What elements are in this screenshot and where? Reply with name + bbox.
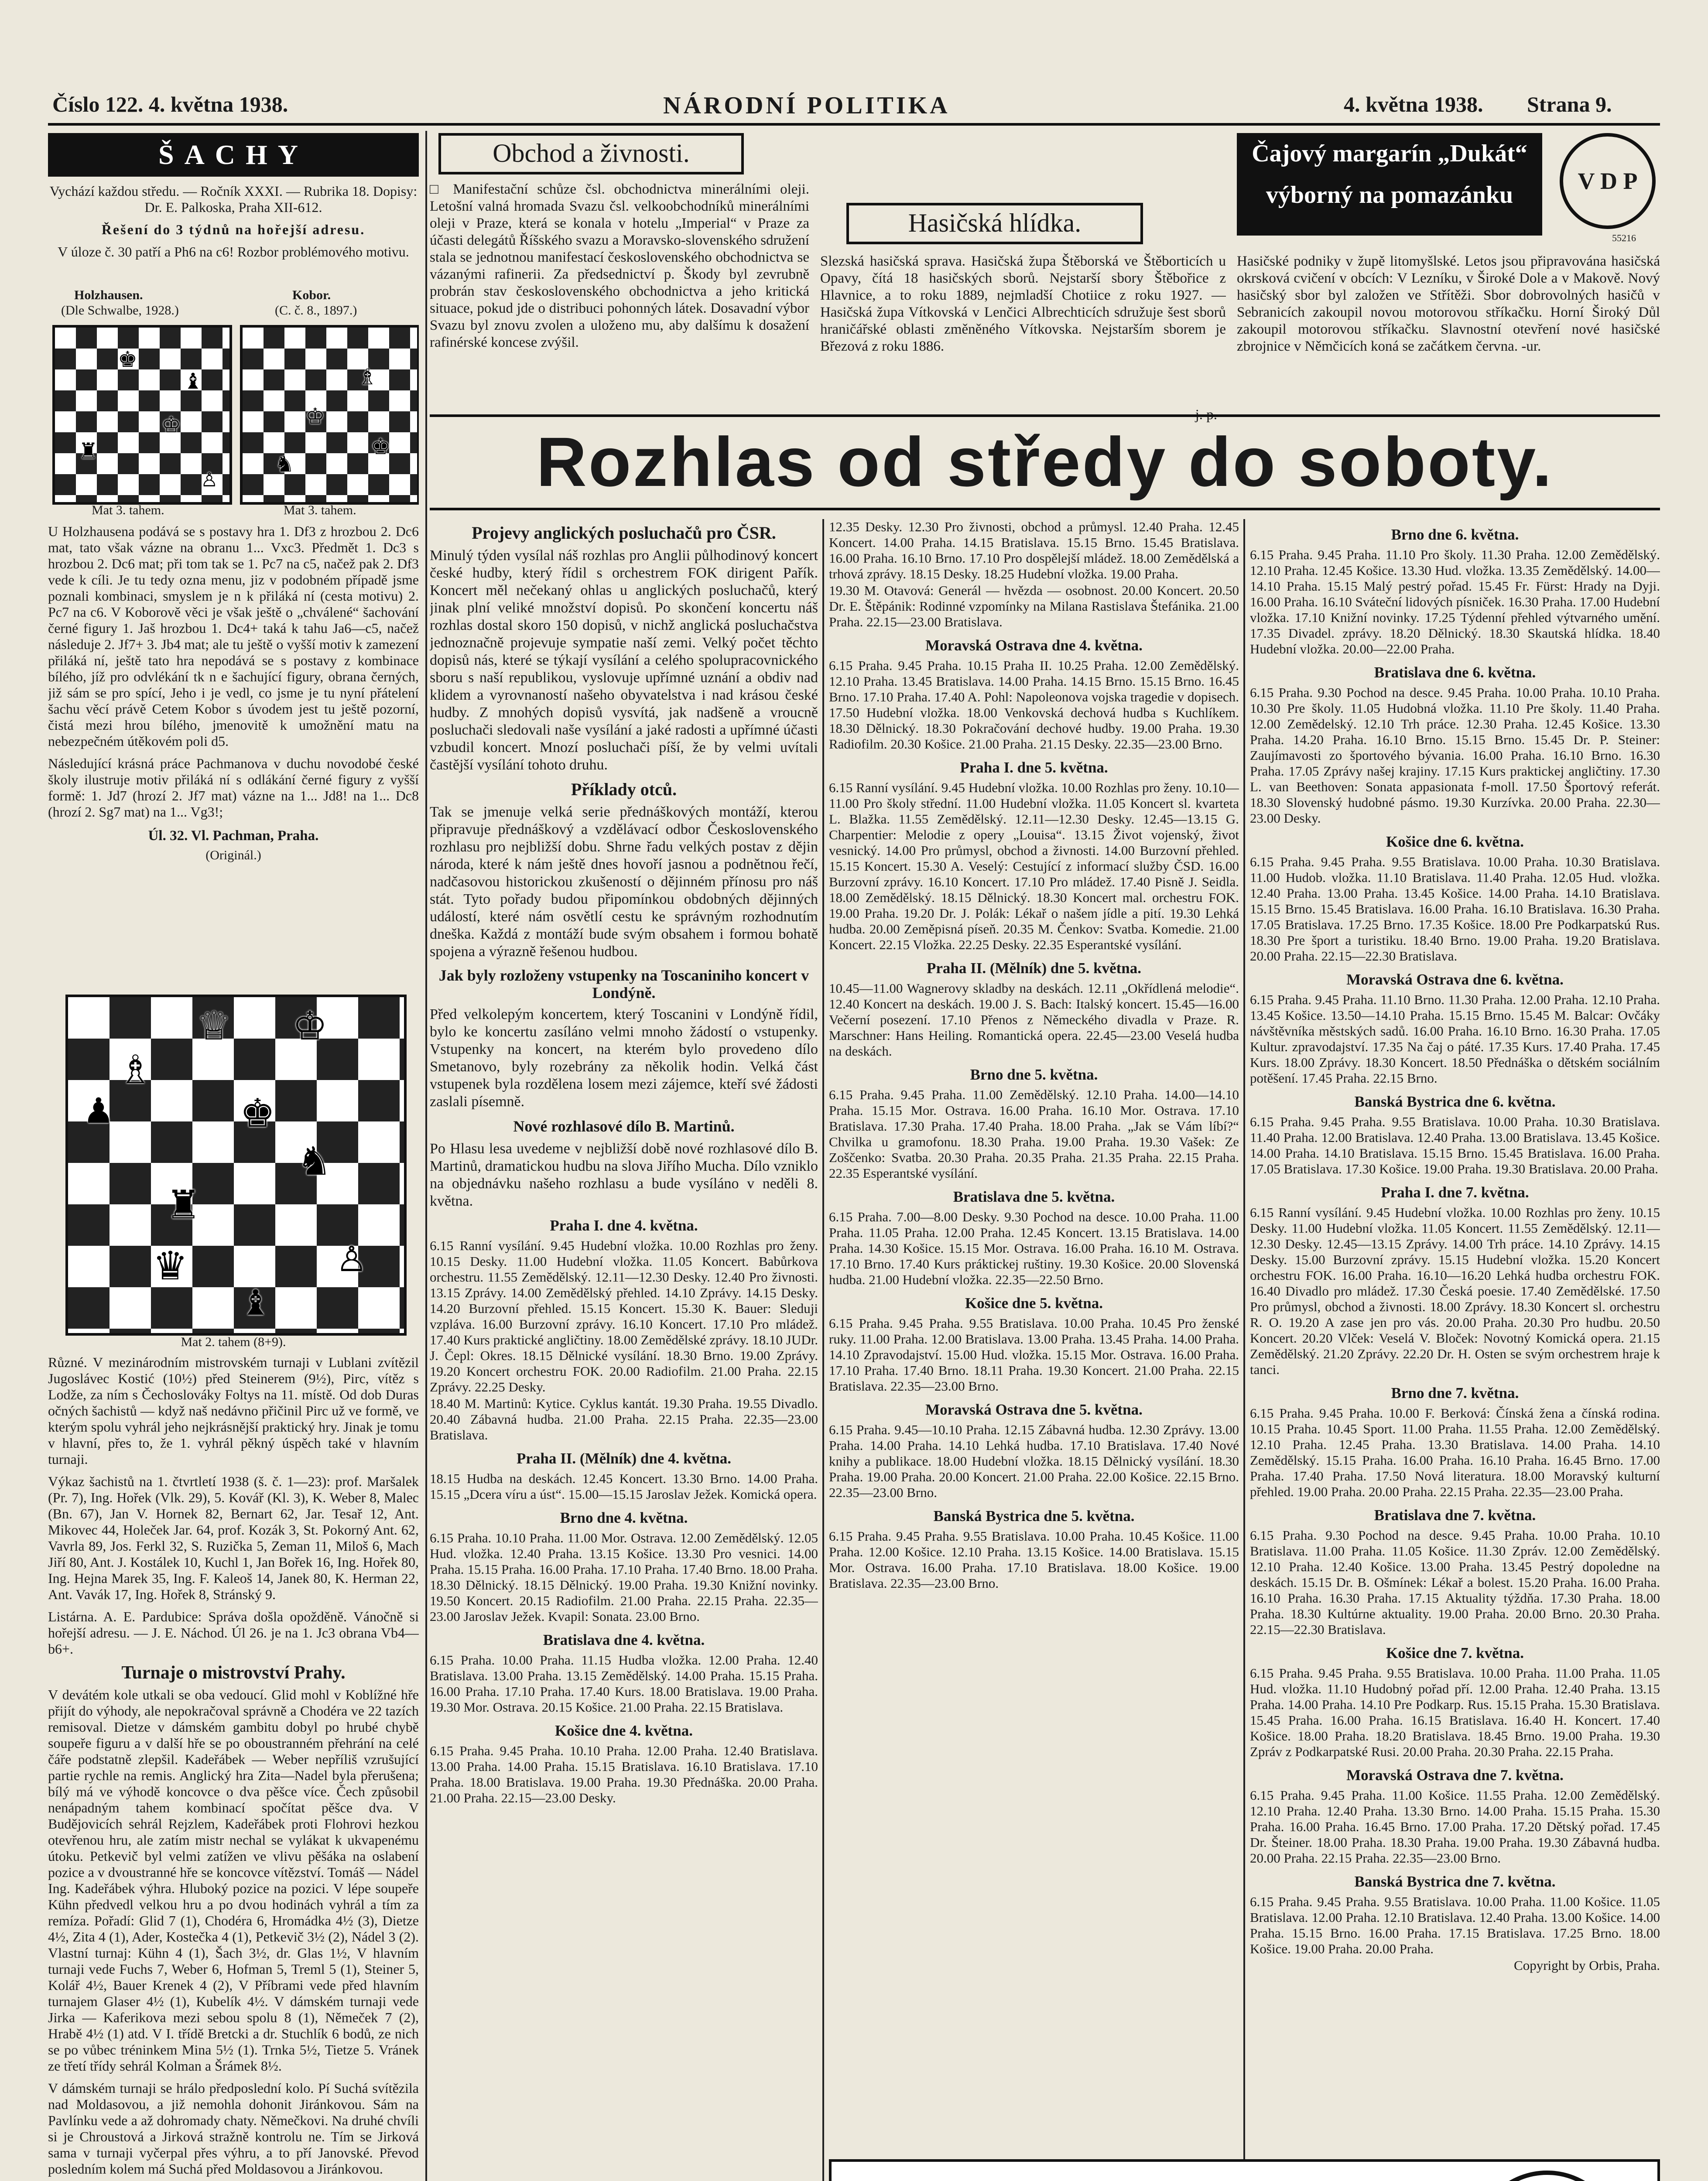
schedule-entry: 6.15 Praha. 9.45 Praha. 9.55 Bratislava. 10.00 Praha. 10.45 Košice. 11.00 Praha. 12.00 Košice. 12.10 Praha. 13.15 Košice. 14.00 Bratislava. 15.15 Mor. Ostrava. 16.00 Praha. 17.10 Bratislava. 18.00 Košice. 19.00 Bratislava. 22.35—23.00 Brno.	[829, 1528, 1239, 1591]
bishop-icon: ♝	[183, 369, 203, 393]
queen-icon: ♛	[153, 1245, 188, 1288]
masthead-rule	[48, 123, 1660, 126]
commerce-box	[430, 133, 809, 425]
schedule-entry: 6.15 Praha. 9.45 Praha. 9.55 Bratislava. 10.00 Praha. 10.30 Bratislava. 11.00 Hudob. vložka. 11.10 Bratislava. 11.40 Praha. 12.05 Hud. vložka. 12.40 Praha. 13.00 Praha. 13.45 Košice. 14.00 Praha. 14.10 Bratislava. 15.15 Brno. 15.45 Bratislava. 16.00 Praha. 16.10 Bratislava. 16.30 Praha. 17.05 Bratislava. 17.25 Brno. 17.35 Košice. 18.00 Pre Podkarpatskú Rus. 18.30 Pre šport a turistiku. 18.40 Brno. 19.00 Praha. 19.20 Bratislava. 20.00 Praha. 22.15—22.30 Bratislava.	[1250, 854, 1660, 964]
tournament-title: Turnaje o mistrovství Prahy.	[121, 1663, 346, 1683]
schedule-entry: 6.15 Praha. 7.00—8.00 Desky. 9.30 Pochod na desce. 10.00 Praha. 11.00 Praha. 11.05 Praha. 12.00 Praha. 12.45 Koncert. 13.15 Bratislava. 14.00 Praha. 14.30 Košice. 15.15 Mor. Ostrava. 16.00 Praha. 16.10 M. Ostrava. 17.10 Brno. 17.40 Kurs práktickej ruštiny. 19.30 Košice. 20.00 Slovenská hudba. 21.00 Hudební vložka. 22.35—22.50 Brno.	[829, 1209, 1239, 1287]
schedule-entry: 6.15 Ranní vysílání. 9.45 Hudební vložka. 10.00 Rozhlas pro ženy. 10.15 Desky. 11.00 Hudební vložka. 11.05 Koncert. Babůrkova orchestru. 11.55 Zemědělský. 12.11—12.30 Desky. 12.40 Pro živnosti. 13.15 Zprávy. 14.00 Zemědělský přehled. 14.10 Zprávy. 14.15 Desky. 14.20 Burzovní přehled. 15.15 Koncert. 15.30 K. Bauer: Sleduji vzpláva. 16.00 Burzovní zprávy. 16.10 Koncert. 17.10 Pro mládež. 17.40 Kurs praktické angličtiny. 18.00 Zemědělské zprávy. 18.10 JUDr. J. Čepl: Okres. 18.15 Dělnické vysílání. 18.30 Brno. 19.00 Zprávy. 19.20 Koncert orchestru FOK. 20.00 Radiofilm. 21.00 Praha. 22.15 Zprávy. 22.25 Desky.	[430, 1238, 818, 1395]
station-heading: Moravská Ostrava dne 6. května.	[1346, 971, 1564, 988]
station-heading: Brno dne 6. května.	[1391, 526, 1519, 543]
tea-ad-line2: výborný na pomazánku	[1266, 181, 1513, 209]
bishop-icon: ♝	[240, 1284, 271, 1323]
article-body: Minulý týden vysílal náš rozhlas pro Anglii půlhodinový koncert české hudby, který řídil s orchestrem FOK dirigent Pařík. Koncert měl nečekaný ohlas u anglických posluchačů, který jinak plní veliké množství dopisů. Po skončení koncertu náš rozhlas dostal skoro 150 dopisů, v nichž anglická posluchačstva jednoznačně projevuje sympatie naší zemi. Velký počet těchto dopisů nás, které se týkají vysílání a celého spolupracovnického sboru s naší republikou, vyslovuje upřímné uznání a obdiv nad klidem a vyrovnaností našeho obyvatelstva i nad krásou české hudby. Z mnohých dopisů vysvítá, jak nadšeně a vroucně posluchači sledovali naše vysílání a jaké radosti a upřímné účasti vzbudil koncert. Mnozí posluchači píší, že by velmi uvítali častější vysílání tohoto druhu.	[430, 547, 818, 773]
schedule-entry: 6.15 Praha. 9.45 Praha. 9.55 Bratislava. 10.00 Praha. 11.00 Praha. 11.05 Hud. vložka. 11.10 Hudobný pořad pří. 12.00 Praha. 12.40 Praha. 13.15 Praha. 14.00 Praha. 14.10 Pre Podkarp. Rus. 15.15 Praha. 15.30 Bratislava. 15.45 Praha. 16.00 Praha. 16.15 Bratislava. 16.40 H. Koncert. 17.40 Košice. 18.00 Praha. 18.20 Bratislava. 18.45 Brno. 19.00 Praha. 19.30 Zpráv z Podkarpatské Rusi. 20.00 Praha. 20.30 Praha. 22.15 Praha.	[1250, 1665, 1660, 1759]
date-right: 4. května 1938.	[1344, 92, 1483, 116]
pawn-icon: ♙	[336, 1241, 367, 1279]
station-heading: Košice dne 4. května.	[555, 1722, 693, 1739]
chess-title: ŠACHY	[48, 133, 419, 177]
radio-headline: Rozhlas od středy do soboty.	[430, 414, 1660, 510]
examples-title: Příklady otců.	[571, 779, 677, 799]
right-board-pieces	[240, 325, 414, 499]
chess-note: V úloze č. 30 patří a Ph6 na c6! Rozbor problémového motivu.	[58, 244, 409, 260]
chess-analysis: U Holzhausena podává se s postavy hra 1. Df3 z hrozbou 2. Dc6 mat, tato však vázne na obranu 1... Vxc3. Předmět 1. Dc3 s hrozbou 2. Dc6 mat; při tom tak se 1. Pc7 na c5, načež pak 2. Df3 vede k cíli. Je tu tedy ozna menu, jiz v podobném případě jsme poznali kombinaci, smyslem je n k přiláká ní (cesta motivu) 2. Pc7 na c6. V Koborově věci je však ještě o „chválené“ šachování černé figury 1. Jaš hrozbou 1. Dc4+ taká k tahu Ja6—c5, načež následuje 2. Jf7+ 3. Jb4 mat; ale tu ještě o vyšší motiv k zamezení přiláká ní, ještě tato hra nepodává se s postavy z kombinace bílého, jíž pro odvlékání tk n e šachující figury, obrana černých, již sám se pro spící, Jeho i je vedl, co jsme je tu nyní přátelení šachu věcí právě Cetem Kobor s úvodem jest tu ještě pozorní, čistá mezi hrou bílého, jmenovitě k umožnění matu na nebezpečném útěkovém poli d5.	[48, 523, 419, 749]
chess-intro: Vychází každou středu. — Ročník XXXI. — Rubrika 18. Dopisy: Dr. E. Palkoska, Praha XII-612.	[49, 183, 418, 215]
tea-ad	[1237, 133, 1660, 246]
station-heading: Praha II. (Mělník) dne 4. května.	[517, 1450, 731, 1467]
station-heading: Praha II. (Mělník) dne 5. května.	[927, 960, 1141, 977]
station-heading: Košice dne 5. května.	[965, 1295, 1103, 1312]
problem-caption: Mat 2. tahem (8+9).	[181, 1335, 286, 1349]
station-heading: Brno dne 7. května.	[1391, 1384, 1519, 1402]
tournament-body: V devátém kole utkali se oba vedoucí. Glid mohl v Koblížné hře přijít do výhody, ale nepokračoval správně a Chodéra ve 22 tazích remisoval. Dietze v dámském gambitu dobyl po hrubé chybě soupeře figuru a v další hře se po oboustranném přehrání na celé čáře podstatně zlepšil. Kadeřábek — Weber nepříliš vzrušující partie rychle na remis. Anglický hra Zita—Nadel byla přerušena; bílý má ve výhodě koncovce o dva pěšce více. Čech způsobil nenápadným tahem kombinací spočítat pěšce dva. V Budějovicích sehrál Rejzlem, Kadeřábek proti Flohrovi hezkou otevřenou hru, ale zatím mistr nechal se vylákat k ukvapenému útoku. Petkevič byl velmi zatížen ve vlivu pěšáka na oslabení pozice a v dvoustranné hře se koncovce vítězství. Tomáš — Nádel Ing. Kadeřábek výhra. Hluboký pozice na pozici. V lépe soupeře Kühn předvedl velkou hru a po dvou hodinách vyhrál a tím za remíza. Pořadí: Glid 7 (1), Chodéra 6, Hromádka 4½ (3), Dietze 4½, Zita 4 (1), Ader, Kostečka 4 (1), Petkevič 3½ (2), Nádel 3 (2). Vlastní turnaj: Kühn 4 (1), Šach 3½, dr. Glas 1½, V hlavním turnaji vede Fuchs 7, Weber 6, Hofman 5, Treml 5 (1), Steiner 5, Kolář 4½, Bauer Krenek 4 (2), V Příbrami vede před hlavním turnajem Glaser 4½ (1), Kubelík 4½. V dámském turnaji vede Jirka — Kaferikova mezi sebou spolu 8 (1), Němeček 7 (2), Hrabě 4½ (1) atd. V I. třídě Bretcki a dr. Stuchlík 6 bodů, ze nich se po vůbec tréninkem Mina 5½ (1). Trnka 5½, Tietze 5. Vránek ze třetí třídy sehrál Kolman a Šrámek 8½.	[48, 1687, 419, 2074]
station-heading: Banská Bystrica dne 7. května.	[1354, 1873, 1556, 1890]
martinu-title: Nové rozhlasové dílo B. Martinů.	[513, 1118, 735, 1135]
chess-solvers: Listárna. A. E. Pardubice: Správa došla opožděně. Vánočně si hořejší adresu. — J. E. Náchod. Úl 26. je na 1. Jc3 obrana Vb4—b6+.	[48, 1609, 419, 1657]
fire-box	[820, 133, 1226, 425]
page-number: Strana 9.	[1527, 92, 1612, 116]
problem-number: Úl. 32. Vl. Pachman, Praha.	[148, 828, 319, 844]
king-icon: ♔	[161, 413, 181, 437]
pawn-icon: ♙	[201, 469, 218, 491]
station-heading: Košice dne 6. května.	[1386, 833, 1524, 850]
schedule-entry: 6.15 Praha. 10.10 Praha. 11.00 Mor. Ostrava. 12.00 Zemědělský. 12.05 Hud. vložka. 12.40 Praha. 13.15 Košice. 13.30 Pro vesnici. 14.00 Praha. 15.15 Praha. 16.00 Praha. 17.10 Praha. 17.40 Brno. 18.00 Praha. 18.30 Dělnický. 18.15 Dělnický. 19.00 Praha. 19.30 Knižní novinky. 19.50 Koncert. 20.15 Radiofilm. 21.00 Praha. 22.15 Praha. 22.35—23.00 Jaroslav Ježek. Kvapil: Sonata. 23.00 Brno.	[430, 1530, 818, 1624]
tea-ad-logo: V D P	[1560, 133, 1656, 229]
column-rule	[1243, 519, 1245, 2181]
station-heading: Brno dne 4. května.	[560, 1509, 688, 1526]
problem-board-pieces	[65, 995, 401, 1330]
column-rule	[822, 519, 824, 2181]
schedule-entry: 6.15 Praha. 9.45 Praha. 9.55 Bratislava. 10.00 Praha. 11.00 Košice. 11.05 Bratislava. 12.00 Praha. 12.10 Bratislava. 12.40 Praha. 13.00 Košice. 14.00 Praha. 15.15 Brno. 16.00 Praha. 17.15 Bratislava. 17.25 Brno. 18.00 Košice. 19.00 Praha. 20.00 Praha.	[1250, 1894, 1660, 1956]
right-author: Kobor.	[292, 288, 331, 302]
chess-results: Výkaz šachistů na 1. čtvrtletí 1938 (š. č. 1—23): prof. Maršalek (Pr. 7), Ing. Hořek (Vlk. 29), 5. Kovář (Kl. 3), K. Weber 8, Malec (Bn. 67), Jan V. Hornek 82, Bernart 62, Jar. Tesař 12, Ant. Mikovec 44, Holeček Jar. 64, prof. Kozák 3, St. Pokorný Ant. 62, Vavrla 89, Jos. Ferkl 32, S. Ruzička 5, Zeman 11, Miloš 6, Mach Jiří 80, Ant. J. Kostálek 10, Kuchl 1, Jan Bořek 16, Ing. Hořek 80, Ing. Hejna Marek 35, Ing. F. Kaleoš 14, Janek 80, K. Herman 22, Ant. Vavák 17, Ing. Hořek 8, Stránský 9.	[48, 1473, 419, 1602]
schedule-entry: 10.45—11.00 Wagnerovy skladby na deskách. 12.11 „Okřídlená melodie“. 12.40 Koncert na deskách. 19.00 J. S. Bach: Italský koncert. 15.45—16.00 Večerní posezení. 17.10 Přenos z Německého divadla v Praze. R. Marschner: Hans Heiling. Romantická opera. 22.45—23.00 Veselá hudba na deskách.	[829, 981, 1239, 1059]
bishop-icon: ♗	[118, 1049, 153, 1092]
tea-ad-line1: Čajový margarín „Dukát“	[1252, 140, 1527, 167]
station-heading: Bratislava dne 7. května.	[1374, 1507, 1536, 1524]
king-icon: ♔	[292, 1005, 328, 1048]
left-author: Holzhausen.	[74, 288, 143, 302]
station-heading: Bratislava dne 5. května.	[953, 1188, 1115, 1205]
schedule-entry: 6.15 Praha. 10.00 Praha. 11.15 Hudba vložka. 12.00 Praha. 12.40 Bratislava. 13.00 Praha. 13.15 Zemědělský. 14.00 Praha. 15.15 Praha. 16.00 Praha. 17.10 Praha. 17.40 Kurs. 18.00 Bratislava. 19.00 Praha. 19.30 Mor. Ostrava. 20.15 Košice. 21.00 Praha. 22.15 Bratislava.	[430, 1652, 818, 1715]
issue-info: Číslo 122. 4. května 1938.	[52, 92, 288, 116]
schedule-entry: 6.15 Praha. 9.45 Praha. 9.55 Bratislava. 10.00 Praha. 10.30 Bratislava. 11.40 Praha. 12.00 Bratislava. 12.40 Praha. 13.00 Bratislava. 13.45 Košice. 14.00 Praha. 14.10 Bratislava. 15.15 Brno. 15.45 Bratislava. 16.00 Praha. 17.05 Bratislava. 17.30 Košice. 19.00 Praha. 19.30 Bratislava. 20.00 Praha.	[1250, 1114, 1660, 1176]
schedule-col-b	[1250, 519, 1660, 2150]
schedule-entry: 6.15 Praha. 9.45 Praha. 10.00 F. Berková: Čínská žena a čínská rodina. 10.15 Praha. 10.45 Sport. 11.00 Praha. 11.55 Praha. 12.00 Zemědělský. 12.10 Praha. 12.45 Praha. 13.30 Bratislava. 14.00 Praha. 14.10 Zemědělský. 15.15 Praha. 16.00 Praha. 16.10 Praha. 16.45 Brno. 17.00 Praha. 17.40 Praha. 17.50 Nová literatura. 18.00 Moravský kulturní přehled. 19.00 Praha. 20.00 Praha. 22.15 Praha. 22.35—23.00 Praha.	[1250, 1405, 1660, 1499]
king-icon: ♔	[305, 404, 325, 428]
fire-title: Hasičská hlídka.	[846, 203, 1143, 244]
schedule-entry: 6.15 Praha. 9.45 Praha. 10.15 Praha II. 10.25 Praha. 12.00 Zemědělský. 12.10 Praha. 13.45 Bratislava. 14.00 Praha. 14.15 Brno. 15.15 Brno. 16.45 Brno. 17.10 Praha. 17.40 A. Pohl: Napoleonova vojska tragedie v dopisech. 17.50 Hudební vložka. 18.00 Venkovská dechová hudba s Kuchlíkem. 18.30 Dělnický. 18.30 Pokračování dechové hudby. 19.00 Praha. 19.30 Radiofilm. 20.30 Košice. 21.00 Praha. 21.15 Desky. 22.35—23.00 Brno.	[829, 658, 1239, 752]
station-heading: Banská Bystrica dne 6. května.	[1354, 1093, 1556, 1110]
chess-solutions: Řešení do 3 týdnů na hořejší adresu.	[101, 222, 366, 237]
commerce-body: □ Manifestační schůze čsl. obchodnictva minerálními oleji. Letošní valná hromada Svazu čsl. velkoobchodníků minerálními oleji v Praze, která se konala v hotelu „Imperial“ v Praze za účasti delegátů Říšského svazu a Moravsko-slovenského sdružení stala se jednotnou manifestací československého obchodnictva se vázanými rafinerii. Za předsednictví p. Škody byl zevrubně probrán stav československého obchodnictva a jeho kritická situace, pokud jde o distribuci pohonných látek. Dosavadní výbor Svazu byl znovu zvolen a uloženo mu, aby dalšímu k dosažení rafinérské koncese zvýšil.	[430, 181, 809, 350]
schedule-entry: 6.15 Praha. 9.45—10.10 Praha. 12.15 Zábavná hudba. 12.30 Zprávy. 13.00 Praha. 14.00 Praha. 14.10 Lehká hudba. 17.10 Bratislava. 17.40 Nové knihy a publikace. 18.00 Hudební vložka. 18.15 Dělnický vysílání. 18.30 Praha. 19.00 Praha. 20.00 Koncert. 21.00 Praha. 22.00 Košice. 22.15 Brno. 22.35—23.00 Brno.	[829, 1422, 1239, 1500]
article-title: Projevy anglických posluchačů pro ČSR.	[472, 523, 776, 543]
station-heading: Brno dne 5. května.	[970, 1066, 1098, 1083]
station-heading: Bratislava dne 4. května.	[543, 1631, 705, 1648]
schedule-entry: 6.15 Praha. 9.45 Praha. 11.10 Pro školy. 11.30 Praha. 12.00 Zemědělský. 12.10 Praha. 12.45 Košice. 13.30 Hud. vložka. 13.35 Zemědělský. 14.00—14.10 Praha. 15.15 Malý pestrý pořad. 15.45 Fr. Fürst: Hrady na Dyji. 16.00 Praha. 16.10 Sváteční lidových písniček. 16.30 Praha. 17.00 Hudební vložka. 17.10 Knižní novinky. 17.25 Týdenní přehled výtvarného umění. 17.35 Divadel. zprávy. 18.20 Dělnický. 18.30 Skautská hlídka. 18.40 Hudební vložka. 20.00—22.00 Praha.	[1250, 547, 1660, 656]
schedule-entry: 6.15 Praha. 9.45 Praha. 11.00 Zemědělský. 12.10 Praha. 14.00—14.10 Praha. 15.15 Mor. Ostrava. 16.00 Praha. 16.10 Mor. Ostrava. 17.10 Bratislava. 17.30 Praha. 17.40 Praha. 18.00 Praha. „Jak se Vám líbí?“ Chvilka u gramofonu. 18.30 Praha. 19.00 Praha. 19.30 Vašek: Ze Zoščenko: Svatba. 20.30 Praha. 20.35 Praha. 21.35 Praha. 22.15 Praha. 22.35 Esperantské vysílání.	[829, 1087, 1239, 1181]
queen-icon: ♕	[196, 1005, 232, 1048]
column-rule	[425, 131, 427, 2181]
schedule-entry: 6.15 Praha. 9.30 Pochod na desce. 9.45 Praha. 10.00 Praha. 10.10 Praha. 10.30 Pre školy. 11.05 Hudobná vložka. 11.10 Pre školy. 11.40 Praha. 12.00 Zemědelský. 12.10 Trh práce. 12.30 Praha. 12.45 Košice. 13.30 Praha. 14.20 Praha. 16.10 Brno. 15.15 Brno. 15.45 Dr. P. Steiner: Zaujímavosti zo športového bývania. 16.00 Praha. 16.10 Brno. 16.30 Praha. 17.05 Zprávy našej krajiny. 17.15 Kurs praktickej angličtiny. 17.30 L. van Beethoven: Sonata appasionata f-moll. 17.50 Športový referát. 18.30 Slovenský hudobné pásmo. 19.30 Kurzívka. 20.00 Praha. 22.30—23.00 Desky.	[1250, 685, 1660, 826]
schedule-entry: 12.35 Desky. 12.30 Pro živnosti, obchod a průmysl. 12.40 Praha. 12.45 Koncert. 14.00 Praha. 14.15 Bratislava. 15.15 Brno. 15.45 Bratislava. 16.00 Praha. 16.10 Brno. 17.10 Pro dospělejší mládež. 18.00 Zemědělská a trhová zprávy. 18.15 Desky. 18.25 Hudební vložka. 19.00 Praha.	[829, 519, 1239, 581]
station-heading: Bratislava dne 6. května.	[1374, 664, 1536, 681]
schedule-entry: 6.15 Ranní vysílání. 9.45 Hudební vložka. 10.00 Rozhlas pro ženy. 10.15 Desky. 11.00 Hudební vložka. 11.05 Koncert. 11.55 Zemědělský. 12.11—12.30 Desky. 12.45—13.15 Zprávy. 14.00 Trh práce. 14.10 Zprávy. 14.15 Desky. 15.00 Burzovní zprávy. 15.15 Hudební vložka. 15.20 Koncert orchestru FOK. 16.00 Praha. 16.10—16.20 Lehká hudba orchestru FOK. 16.40 Divadlo pro mládež. 17.30 Česká poesie. 17.40 Zemědělské. 17.50 Pro průmysl, obchod a živnosti. 18.00 Zprávy. 18.30 Koncert sl. orchestru R. O. 19.20 A zase jen pro vás. 20.00 Praha. 20.30 Pro hudbu. 20.50 Koncert. 20.20 Vlček: Veselá V. Bloček: Novotný Komická opera. 21.15 Zemědělský. 21.20 Zprávy. 22.20 Dr. H. Osten se svým orchestrem hraje k tanci.	[1250, 1205, 1660, 1377]
schedule-entry: 6.15 Praha. 9.45 Praha. 10.10 Praha. 12.00 Praha. 12.40 Bratislava. 13.00 Praha. 14.00 Praha. 15.15 Bratislava. 16.10 Bratislava. 17.10 Praha. 18.00 Bratislava. 19.00 Praha. 19.30 Přednáška. 20.00 Praha. 21.00 Praha. 22.15—23.00 Desky.	[430, 1743, 818, 1805]
schedule-entry: 19.30 M. Otavová: Generál — hvězda — osobnost. 20.00 Koncert. 20.50 Dr. E. Štěpánik: Rodinné vzpomínky na Milana Rastislava Štefánika. 21.00 Praha. 22.15—23.00 Bratislava.	[829, 583, 1239, 629]
copyright-note: Copyright by Orbis, Praha.	[1514, 1958, 1660, 1973]
tournament-body-2: V dámském turnaji se hrálo předposlední kolo. Pí Suchá svítězila nad Moldasovou, a již nemohla dohonit Jiránkovou. Sám na Pavlínku vede a až dohromady chaty. Němečkovi. Na druhé chvíli si je Chroustová a Jirková stražně kontrolu ne. Tím se Jirková sama v turnaji vyčerpal přes výhru, a to pří Janovské. Převod posledním kolem má Suchá před Moldasovou a Jiránkovou.	[48, 2080, 419, 2177]
tea-ad-code: 55216	[1612, 232, 1636, 243]
schedule-entry: 6.15 Praha. 9.30 Pochod na desce. 9.45 Praha. 10.00 Praha. 10.10 Bratislava. 11.00 Praha. 11.05 Košice. 11.30 Zpráv. 12.00 Zemědělský. 12.10 Praha. 12.40 Košice. 13.00 Praha. 13.45 Pestrý dopoledne na deskách. 15.15 Dr. B. Ošmínek: Lékař a bolest. 15.20 Praha. 16.00 Praha. 16.10 Praha. 16.30 Praha. 17.15 Aktuality týždňa. 17.30 Praha. 18.00 Praha. 18.30 Kultúrne aktuality. 19.00 Praha. 20.00 Brno. 20.30 Praha. 22.15—22.30 Bratislava.	[1250, 1528, 1660, 1637]
king-icon: ♚	[240, 1092, 275, 1135]
chess-news: Různé. V mezinárodním mistrovském turnaji v Lublani zvítězil Jugoslávec Kostić (10½) před Steinerem (9½), Pirc, vítěz s Lodže, za ním s Čechoslováky Foltys na 11. místě. Od dob Duras očných šachistů — když naš nedávno přičinil Pirc už ve formě, ve kterým spolu vyhrál jeho nejkrásnější praktický hry. Jinak je tomu v hlavní, přes to, že 1. vyhrál pěkný úspěch také v hlavním turnaji.	[48, 1354, 419, 1467]
station-heading: Banská Bystrica dne 5. května.	[933, 1508, 1135, 1525]
station-heading: Praha I. dne 5. května.	[960, 759, 1108, 776]
bishop-icon: ♗	[358, 365, 377, 389]
station-heading: Košice dne 7. května.	[1386, 1644, 1524, 1661]
king-icon: ♚	[371, 434, 390, 459]
schedule-entry: 6.15 Praha. 9.45 Praha. 11.10 Brno. 11.30 Praha. 12.00 Praha. 12.10 Praha. 13.45 Košice. 13.50—14.10 Praha. 15.15 Brno. 15.45 M. Balcar: Ovčáky návštěvníka městských sadů. 16.00 Praha. 16.10 Brno. 16.30 Praha. 17.05 Kultur. zpravodajství. 17.35 Na čaj o páté. 17.35 Kurs. 17.40 Praha. 17.45 Kurs. 18.00 Zprávy. 18.30 Koncert. 18.50 Přednáška o dětském sociálním potěšení. 17.45 Praha. 22.15 Brno.	[1250, 992, 1660, 1086]
schedule-col-a	[829, 519, 1239, 2181]
radio-article	[430, 519, 818, 2181]
fire-signature: j. p.	[1195, 407, 1217, 423]
rook-icon: ♜	[166, 1184, 201, 1227]
pawn-icon: ♟	[83, 1092, 114, 1131]
aspirin-ad	[829, 2159, 1660, 2181]
schedule-entry: 6.15 Ranní vysílání. 9.45 Hudební vložka. 10.00 Rozhlas pro ženy. 10.10—11.00 Pro školy střední. 11.00 Hudební vložka. 11.05 Koncert sl. kvarteta L. Blažka. 11.55 Zemědělský. 12.11—12.30 Desky. 12.45—13.15 G. Charpentier: Melodie z opery „Louisa“. 13.15 Život vojenský, život vesnický. 14.00 Pro průmysl, obchod a živnosti. 14.00 Burzovní přehled. 15.15 Koncert. 15.30 A. Veselý: Cestující z informací služby ČSD. 16.00 Burzovní zprávy. 16.10 Koncert. 17.10 Pro mládež. 17.40 Pisně J. Seidla. 18.00 Zemědělský. 18.15 Dělnický. 18.30 Koncert mal. orchestru FOK. 19.00 Praha. 19.20 Dr. J. Polák: Lékař o našem jídle a pití. 19.30 Lehká hudba. 20.00 Zeměpisná píseň. 20.35 M. Čenkov: Svatba. Komedie. 21.00 Koncert. 22.15 Vložka. 22.25 Desky. 22.35 Esperantské vysílání.	[829, 780, 1239, 952]
schedule-entry: 18.40 M. Martinů: Kytice. Cyklus kantát. 19.30 Praha. 19.55 Divadlo. 20.40 Zábavná hudba. 21.00 Praha. 22.15 Praha. 22.35—23.00 Bratislava.	[430, 1396, 818, 1443]
schedule-entry: 6.15 Praha. 9.45 Praha. 9.55 Bratislava. 10.00 Praha. 10.45 Pro ženské ruky. 11.00 Praha. 12.00 Bratislava. 13.00 Praha. 13.45 Praha. 14.00 Praha. 14.10 Zpravodajství. 15.00 Hud. vložka. 15.15 Mor. Ostrava. 16.00 Praha. 17.10 Praha. 17.40 Brno. 18.11 Praha. 19.30 Koncert. 21.00 Praha. 22.15 Bratislava. 22.35—23.00 Brno.	[829, 1316, 1239, 1394]
newspaper-title: NÁRODNÍ POLITIKA	[663, 92, 950, 119]
knight-icon: ♞	[275, 452, 294, 476]
left-board-pieces	[52, 325, 227, 499]
schedule-entry: 18.15 Hudba na deskách. 12.45 Koncert. 13.30 Brno. 14.00 Praha. 15.15 „Dcera víru a úst“. 15.00—15.15 Jaroslav Ježek. Komická opera.	[430, 1471, 818, 1502]
station-heading: Moravská Ostrava dne 4. května.	[925, 637, 1143, 654]
right-caption: Mat 3. tahem.	[284, 503, 356, 517]
examples-body: Tak se jmenuje velká serie přednáškových montáží, kterou připravuje přednáškový a vzdělávací odbor Československého rozhlasu pro nejbližší dobu. Shrne řadu velkých postav z dějin národa, které k nám ještě dnes hovoří jasnou a podnětnou řečí, nadčasovou historickou zkušeností o dějinném přínosu pro náš stát. Tyto pořady budou připomínkou obdobných dějinných událostí, které nám osvětlí cestu ke správným rozhodnutím dneška. Každá z montáží bude svým obsahem i formou bohatě spojena a výrazně řešenou hudbou.	[430, 804, 818, 960]
knight-icon: ♞	[297, 1140, 332, 1183]
problem-original: (Originál.)	[205, 848, 261, 862]
fire-body: Slezská hasičská sprava. Hasičská župa Štěborská ve Štěborticích u Opavy, čítá 18 hasičských sborů. Nejstarší sbory Štěbořice z Hlavnice, a to roku 1889, nejmladší Chotiice z roku 1927. — Hasičská župa Vítkovská v Lenčici Albrechticích sdružuje šest sborů hraničářské oblasti změněného Vítkovska. Nejstarším sborem je Březová z roku 1886.	[820, 253, 1226, 354]
station-heading: Praha I. dne 7. května.	[1381, 1184, 1529, 1201]
station-heading: Moravská Ostrava dne 7. května.	[1346, 1767, 1564, 1784]
chess-column	[48, 133, 419, 2181]
martinu-body: Po Hlasu lesa uvedeme v nejbližší době nové rozhlasové dílo B. Martinů, dramatickou hudbu na slova Jiřího Mucha. Dílo vzniklo na objednávku našeho rozhlasu a bude vysíláno v neděli 8. května.	[430, 1141, 818, 1209]
toscanini-body: Před velkolepým koncertem, který Toscanini v Londýně řídil, bylo ke koncertu zasíláno velmi mnoho žádostí o vstupenky. Vstupenky na koncert, na kterém bylo provedeno dílo Smetanovo, byly rozebrány za několik hodin. Velká část vstupenek byla rozdělena losem mezi zájemce, kteří své žádosti zaslali písemně.	[430, 1006, 818, 1110]
toscanini-title: Jak byly rozloženy vstupenky na Toscaniniho koncert v Londýně.	[438, 967, 809, 1002]
firemen-right	[1237, 253, 1660, 423]
left-source: (Dle Schwalbe, 1928.)	[61, 303, 179, 318]
firemen-right-body: Hasičské podniky v župě litomyšlské. Letos jsou připravována hasičská okrsková cvičení v obcích: V Lezníku, v Široké Dole a v Makově. Nový hasičský sbor byl založen ve Střítěži. Sbor dobrovolných hasičů v Sebranicích zakoupil novou motorovou stříkačku. Horní Široký Důl zakoupil motorovou stříkačku. Slavnostní otevření nové hasičské zbrojnice v Němčicích koná se začátkem června. -ur.	[1237, 253, 1660, 354]
chess-analysis-2: Následující krásná práce Pachmanova v duchu novodobé české školy ilustruje motiv přiláká ní s odlákání černé figury z vyšší formě: 1. Jd7 (hrozí 2. Jf7 mat) vázne na 1... Jd8! na 1... Dc8 (hrozí 2. Sg7 mat) na 1... Vg3!;	[48, 755, 419, 820]
rook-icon: ♜	[79, 439, 98, 463]
right-source: (C. č. 8., 1897.)	[275, 303, 357, 318]
bayer-vertical	[1473, 2179, 1621, 2181]
king-icon: ♚	[118, 347, 137, 372]
commerce-title: Obchod a živnosti.	[438, 133, 744, 174]
left-caption: Mat 3. tahem.	[92, 503, 164, 517]
schedule-entry: 6.15 Praha. 9.45 Praha. 11.00 Košice. 11.55 Praha. 12.00 Zemědělský. 12.10 Praha. 12.40 Praha. 13.30 Brno. 14.00 Praha. 15.15 Praha. 15.30 Praha. 16.00 Praha. 16.45 Brno. 17.00 Praha. 17.20 Dětský pořad. 17.45 Dr. Šteiner. 18.00 Praha. 18.30 Praha. 19.00 Praha. 19.30 Zábavná hudba. 20.00 Praha. 22.15 Praha. 22.35—23.00 Brno.	[1250, 1788, 1660, 1866]
station-heading: Moravská Ostrava dne 5. května.	[925, 1401, 1143, 1418]
station-heading: Praha I. dne 4. května.	[550, 1217, 698, 1234]
